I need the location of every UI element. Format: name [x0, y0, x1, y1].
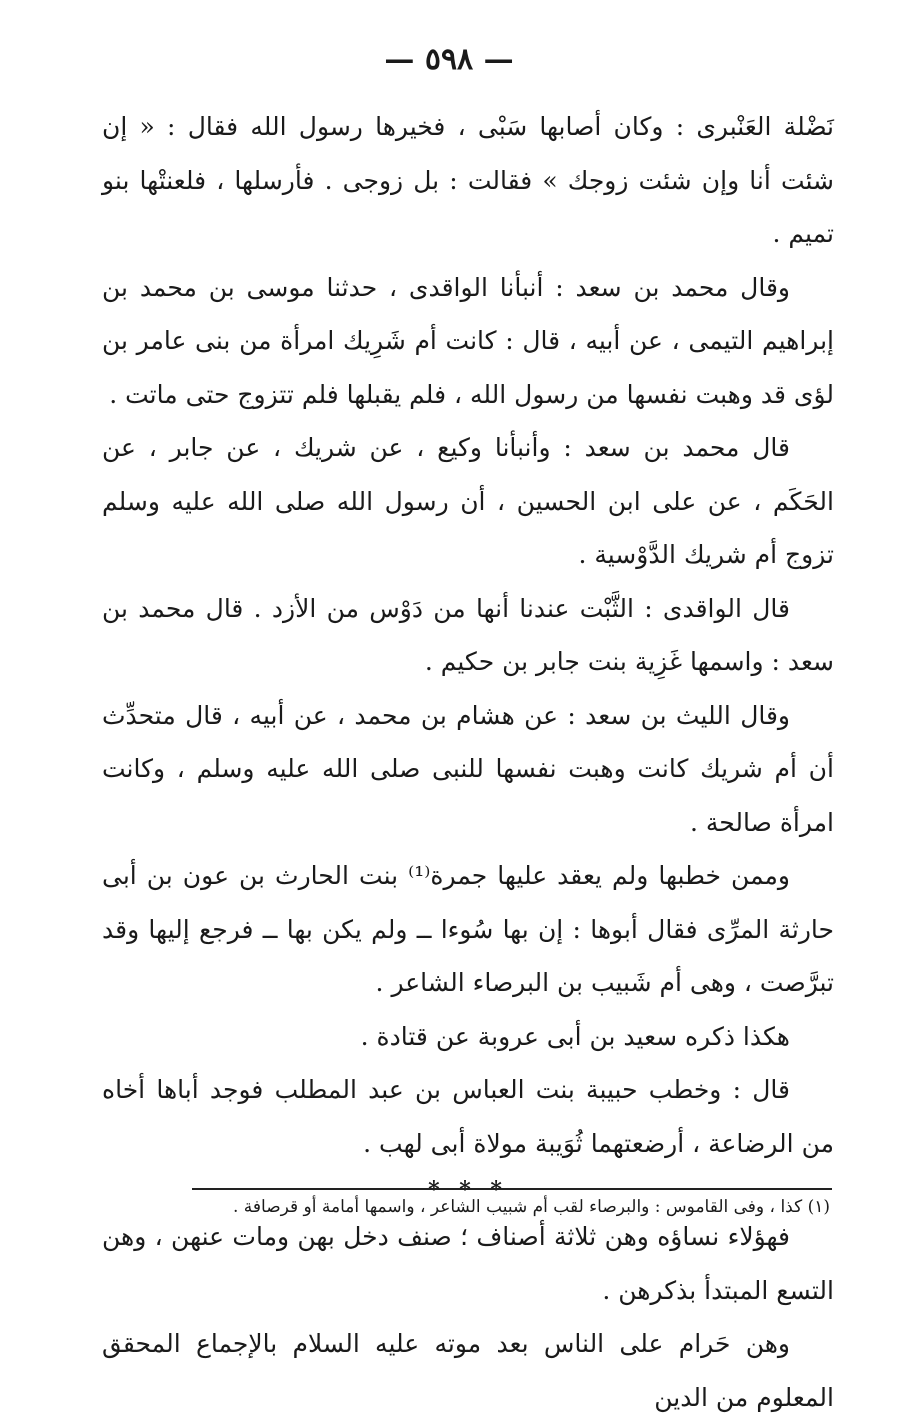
paragraph: وقال محمد بن سعد : أنبأنا الواقدى ، حدثنا موسى بن محمد بن إبراهيم التيمى ، عن أبيه ، قال : كانت أم شَرِيك امرأة من بنى عامر بن لؤى قد وهبت نفسها من رسول الله ، فلم يقبلها فلم تتزوج حتى ماتت .: [102, 272, 834, 409]
paragraph: وممن خطبها ولم يعقد عليها جمرة⁽¹⁾ بنت الحارث بن عون بن أبى حارثة المرِّى فقال أبوها : إن بها سُوءا ــ ولم يكن بها ــ فرجع إليها وقد تبرَّصت ، وهى أم شَبيب بن البرصاء الشاعر .: [102, 861, 834, 997]
paragraph: وقال الليث بن سعد : عن هشام بن محمد ، عن أبيه ، قال متحدِّث أن أم شريك كانت وهبت نفسها للنبى صلى الله عليه وسلم ، وكانت امرأة صالحة .: [102, 700, 834, 837]
paragraph: قال : وخطب حبيبة بنت العباس بن عبد المطلب فوجد أباها أخاه من الرضاعة ، أرضعتهما ثُوَيبة مولاة أبى لهب .: [102, 1075, 834, 1158]
paragraph: نَضْلة العَنْبرى : وكان أصابها سَبْى ، فخيرها رسول الله فقال : « إن شئت أنا وإن شئت زوجك » فقالت : بل زوجى . فأرسلها ، فلعنتْها بنو تميم .: [102, 112, 834, 248]
paragraph: قال الواقدى : الثَّبْت عندنا أنها من دَوْس من الأزد . قال محمد بن سعد : واسمها غَزِية بنت جابر بن حكيم .: [102, 593, 834, 676]
paragraph: فهؤلاء نساؤه وهن ثلاثة أصناف ؛ صنف دخل بهن ومات عنهن ، وهن التسع المبتدأ بذكرهن .: [102, 1222, 834, 1305]
footnote-divider: [192, 1188, 832, 1190]
footnote: (١) كذا ، وفى القاموس : والبرصاء لقب أم شبيب الشاعر ، واسمها أمامة أو قرصافة .: [232, 1197, 830, 1217]
page-number: — ٥٩٨ —: [384, 42, 514, 77]
section-separator: * * *: [428, 1177, 508, 1203]
paragraph: هكذا ذكره سعيد بن أبى عروبة عن قتادة .: [360, 1021, 790, 1051]
body-text: [102, 100, 834, 1424]
paragraph: قال محمد بن سعد : وأنبأنا وكيع ، عن شريك ، عن جابر ، عن الحَكَم ، عن على ابن الحسين ، أن رسول الله صلى الله عليه وسلم تزوج أم شريك الدَّوْسية .: [102, 433, 834, 569]
paragraph: وهن حَرام على الناس بعد موته عليه السلام بالإجماع المحقق المعلوم من الدين: [102, 1329, 834, 1412]
